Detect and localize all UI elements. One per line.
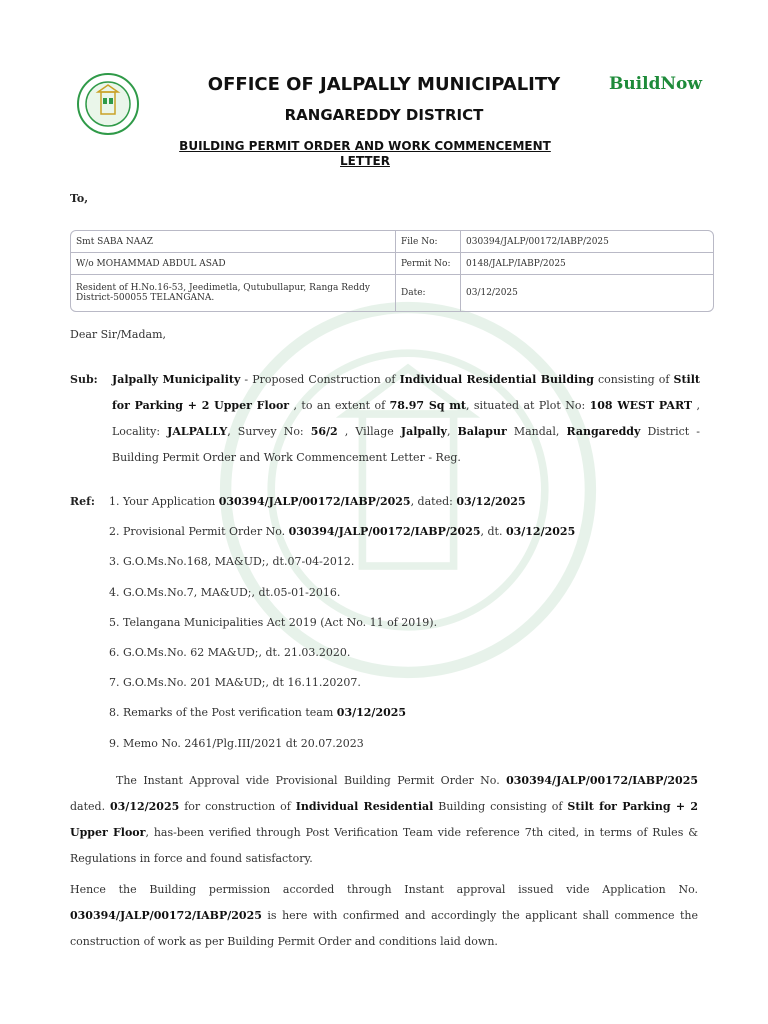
applicant-relation: W/o MOHAMMAD ABDUL ASAD <box>71 253 396 275</box>
document-title: BUILDING PERMIT ORDER AND WORK COMMENCEMENT LETTER <box>179 139 551 168</box>
approval-paragraph: The Instant Approval vide Provisional Building Permit Order No. 030394/JALP/00172/IABP/2025 dated. 03/12/2025 for construction of Individual Residential Building consisting of Stilt for Parking + 2 Upper Floor, has-been verified through Post Verification Team vide reference 7th cited, in terms of Rules & Regulations in force and found satisfactory. <box>70 774 699 865</box>
permit-no-label: Permit No: <box>396 253 461 275</box>
salutation: Dear Sir/Madam, <box>70 328 167 341</box>
reference-item: 7. G.O.Ms.No. 201 MA&UD;, dt 16.11.20207. <box>109 676 361 690</box>
confirmation-paragraph: Hence the Building permission accorded through Instant approval issued vide Application No. 030394/JALP/00172/IABP/2025 is here with confirmed and accordingly the applicant shall commence the construction of work as per Building Permit Order and conditions laid down. <box>70 883 698 948</box>
reference-item: 1. Your Application 030394/JALP/00172/IABP/2025, dated: 03/12/2025 <box>109 495 526 508</box>
office-title: OFFICE OF JALPALLY MUNICIPALITY <box>207 74 561 95</box>
applicant-name: Smt SABA NAAZ <box>71 231 396 253</box>
file-no-value: 030394/JALP/00172/IABP/2025 <box>461 231 713 253</box>
date-label: Date: <box>396 275 461 311</box>
reference-label: Ref: <box>70 495 95 508</box>
permit-no-value: 0148/JALP/IABP/2025 <box>461 253 713 275</box>
date-value: 03/12/2025 <box>466 288 518 298</box>
district-title: RANGAREDDY DISTRICT <box>284 106 484 124</box>
subject-label: Sub: <box>70 373 98 386</box>
buildnow-logo: BuildNow <box>608 74 702 94</box>
reference-item: 8. Remarks of the Post verification team 03/12/2025 <box>109 706 407 720</box>
applicant-info-table <box>70 230 714 312</box>
file-no-label: File No: <box>396 231 461 253</box>
reference-item: 6. G.O.Ms.No. 62 MA&UD;, dt. 21.03.2020. <box>109 646 351 660</box>
reference-item: 9. Memo No. 2461/Plg.III/2021 dt 20.07.2023 <box>109 736 364 750</box>
reference-item: 2. Provisional Permit Order No. 030394/JALP/00172/IABP/2025, dt. 03/12/2025 <box>109 525 576 539</box>
reference-list <box>109 487 709 759</box>
reference-item: 3. G.O.Ms.No.168, MA&UD;, dt.07-04-2012. <box>109 555 355 569</box>
reference-item: 4. G.O.Ms.No.7, MA&UD;, dt.05-01-2016. <box>109 585 341 599</box>
applicant-address: Resident of H.No.16-53, Jeedimetla, Qutubullapur, Ranga Reddy District-500055 TELANGANA. <box>71 275 396 311</box>
reference-item: 5. Telangana Municipalities Act 2019 (Act No. 11 of 2019). <box>109 615 438 629</box>
subject-text: Jalpally Municipality - Proposed Construction of Individual Residential Building consisting of Stilt for Parking + 2 Upper Floor , to an extent of 78.97 Sq mt, situated at Plot No: 108 WEST PART , Locality: JALPALLY, Survey No: 56/2 , Village Jalpally, Balapur Mandal, Rangareddy District - Building Permit Order and Work Commencement Letter - Reg. <box>112 373 700 464</box>
addressee-to: To, <box>70 192 89 205</box>
